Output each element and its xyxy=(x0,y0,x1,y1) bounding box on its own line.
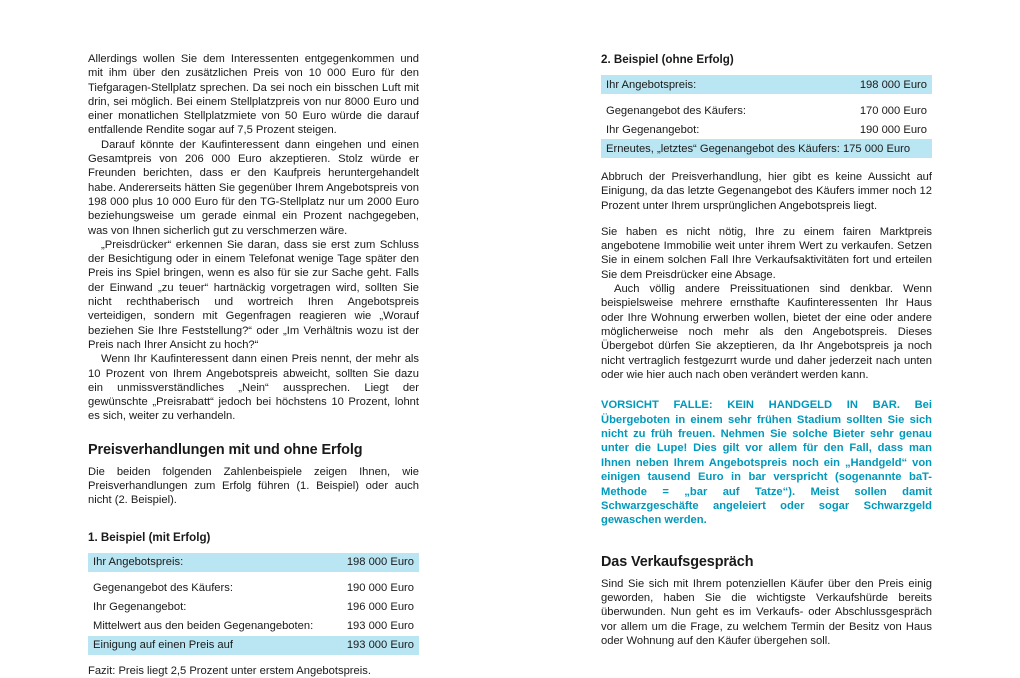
paragraph: Wenn Ihr Kaufinteressent dann einen Preis nennt, der mehr als 10 Prozent von Ihrem Angebotspreis abweicht, sollten Sie dazu ein unmissverständliches „Nein“ aussprechen. Liegt der gewünschte „Preisrabatt“ jedoch bei höchstens 10 Prozent, lohnt es sich, weiter zu verhandeln. xyxy=(88,353,419,423)
example-1-table xyxy=(88,553,419,655)
example-1-title: 1. Beispiel (mit Erfolg) xyxy=(88,530,211,544)
table-row xyxy=(88,553,419,572)
table-row xyxy=(601,120,932,139)
table-cell-value: 198 000 Euro xyxy=(339,553,419,572)
table-cell-value: 170 000 Euro xyxy=(859,104,927,117)
table-cell-label: Ihr Gegenangebot: xyxy=(606,123,700,136)
section-heading-verkaufsgespraech: Das Verkaufsgespräch xyxy=(601,553,754,570)
table-row xyxy=(88,636,419,655)
paragraph: Sind Sie sich mit Ihrem potenziellen Käufer über den Preis einig geworden, haben Sie die wichtigste Verkaufshürde bereits überwunden. Nun geht es im Verkaufs- oder Abschlussgespräch vor allem um die Frage, zu welchem Termin der Besitz von Haus oder Wohnung auf den Käufer übergehen soll. xyxy=(601,577,932,647)
paragraph: „Preisdrücker“ erkennen Sie daran, dass sie erst zum Schluss der Besichtigung oder in einem Telefonat wenige Tage später den Preis ins Spiel bringen, wenn es also für sie zur Sache geht. Falls der Einwand „zu teuer“ hartnäckig vorgetragen wird, sollten Sie nicht rechthaberisch und wortreich Ihren Angebotspreis verteidigen, sondern mit Gegenfragen reagieren wie „Worauf beziehen Sie Ihre Feststellung?“ oder „Im Verhältnis wozu ist der Preis nach Ihrer Ansicht zu hoch?“ xyxy=(88,238,419,351)
table-row xyxy=(601,101,932,120)
left-column xyxy=(88,52,419,678)
table-cell-value: 190 000 Euro xyxy=(859,123,927,136)
paragraph: Abbruch der Preisverhandlung, hier gibt es keine Aussicht auf Einigung, da das letzte Gegenangebot des Käufers immer noch 12 Prozent unter Ihrem ursprünglichen Angebotspreis liegt. xyxy=(601,171,932,212)
section-heading-preisverhandlungen: Preisverhandlungen mit und ohne Erfolg xyxy=(88,441,363,458)
table-cell-label: Erneutes, „letztes“ Gegenangebot des Käufers: 175 000 Euro xyxy=(601,139,932,158)
table-cell-value: 193 000 Euro xyxy=(339,636,419,655)
table-cell-label: Gegenangebot des Käufers: xyxy=(93,582,233,595)
table-cell-label: Mittelwert aus den beiden Gegenangeboten: xyxy=(93,620,314,633)
table-cell-label: Ihr Angebotspreis: xyxy=(601,75,822,94)
table-row xyxy=(601,75,932,94)
table-cell-label: Ihr Angebotspreis: xyxy=(88,553,339,572)
section-intro: Die beiden folgenden Zahlenbeispiele zeigen Ihnen, wie Preisverhandlungen zum Erfolg führen (1. Beispiel) oder auch nicht (2. Beispiel). xyxy=(88,465,419,507)
table-cell-value: 193 000 Euro xyxy=(346,620,414,633)
paragraph: Darauf könnte der Kaufinteressent dann eingehen und einen Gesamtpreis von 206 000 Euro akzeptieren. Stolz würde er Freunden berichten, dass er den Kaufpreis heruntergehandelt habe. Andererseits hätten Sie gegenüber Ihrem Angebotspreis von 198 000 plus 10 000 Euro für den TG-Stellplatz nur um 2000 Euro beziehungsweise um gerade einmal ein Prozent nachgegeben, was von Ihnen sicherlich gut zu verschmerzen wäre. xyxy=(88,138,419,237)
table-row xyxy=(88,579,419,598)
right-column xyxy=(601,52,932,648)
paragraph: Allerdings wollen Sie dem Interessenten entgegenkommen und mit ihm über den zusätzlichen Preis von 10 000 Euro für den Tiefgaragen-Stellplatz sprechen. Da sei noch ein bisschen Luft mit drin, sei möglich. Bei einem Stellplatzpreis von nur 8000 Euro und einer monatlichen Stellplatzmiete von 50 Euro würde die darauf entfallende Rendite sogar auf 7,5 Prozent steigen. xyxy=(88,53,419,137)
table-row xyxy=(88,598,419,617)
table-cell-label: Ihr Gegenangebot: xyxy=(93,601,187,614)
example-2-title: 2. Beispiel (ohne Erfolg) xyxy=(601,53,734,66)
table-row xyxy=(601,139,932,158)
paragraph: Auch völlig andere Preissituationen sind denkbar. Wenn beispielsweise mehrere ernsthafte Kaufinteressenten Ihr Haus oder Ihre Wohnung erwerben wollen, bietet der eine oder andere möglicherweise noch mehr als den Angebotspreis. Dieses Übergebot dürfen Sie akzeptieren, da Ihr Angebotspreis ja noch nicht vertraglich festgezurrt wurde und daher jederzeit nach unten oder wie hier auch nach oben verändert werden kann. xyxy=(601,283,932,381)
table-cell-value: 196 000 Euro xyxy=(346,601,414,614)
table-cell-value: 190 000 Euro xyxy=(346,582,414,595)
table-cell-value: 198 000 Euro xyxy=(822,75,932,94)
example-1-note: Fazit: Preis liegt 2,5 Prozent unter erstem Angebotspreis. xyxy=(88,664,371,677)
table-cell-label: Einigung auf einen Preis auf xyxy=(88,636,339,655)
example-2-table xyxy=(601,75,932,158)
table-row xyxy=(88,617,419,636)
paragraph: Sie haben es nicht nötig, Ihre zu einem fairen Marktpreis angebotene Immobilie weit unter ihrem Wert zu verkaufen. Setzen Sie in einem solchen Fall Ihre Verkaufsaktivitäten fort und erteilen Sie dem Preisdrücker eine Absage. xyxy=(601,225,932,281)
warning-box: VORSICHT FALLE: KEIN HANDGELD IN BAR. Bei Übergeboten in einem sehr frühen Stadium sollten Sie sich nicht zu früh freuen. Nehmen Sie solche Bieter sehr genau unter die Lupe! Dies gilt vor allem für den Fall, dass man Ihnen neben Ihrem Angebotspreis noch ein „Handgeld“ von einigen tausend Euro in bar verspricht (sogenannte baT-Methode = „bar auf Tatze“). Meist sollen damit Schwarzgeschäfte angeleiert oder sogar Schwarzgeld gewaschen werden. xyxy=(601,399,932,527)
table-cell-label: Gegenangebot des Käufers: xyxy=(606,104,746,117)
